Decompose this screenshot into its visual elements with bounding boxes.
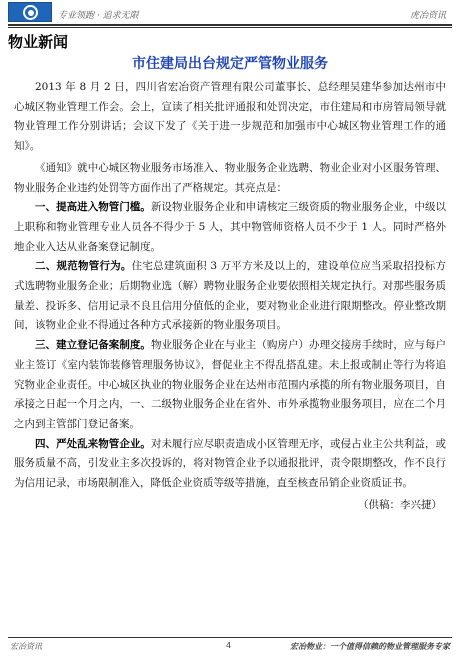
- header-divider-thin: [8, 27, 452, 28]
- page-number: 4: [226, 641, 232, 650]
- footer-publication: 宏冶资讯: [10, 642, 42, 651]
- article-paragraph: 一、提高进入物管门槛。新设物业服务企业和申请核定三级资质的物业服务企业，中级以上职称和物业管理专业人员各不得少于 5 人，其中物管师资格人员不少于 1 人。同时严格外地企业入达从业备案登记制度。: [14, 201, 447, 253]
- article-paragraph: 二、规范物管行为。住宅总建筑面积 3 万平方米及以上的，建设单位应当采取招投标方式选聘物业服务企业；后期物业选（解）聘物业服务企业要依照相关规定执行。对那些服务质量差、投诉多、信用记录不良且信用分值低的企业，要对物业企业进行限期整改。停业整改期间，该物业企业不得通过各种方式承接新的物业服务项目。: [14, 260, 447, 332]
- company-logo: [8, 2, 52, 22]
- footer-slogan: 宏冶物业：一个值得信赖的物业管理服务专家: [290, 642, 450, 651]
- logo-emblem-icon: [23, 5, 38, 20]
- header-divider: [8, 24, 452, 26]
- point-heading: 四、严处乱来物管企业。: [35, 437, 151, 450]
- article-source: （供稿：李兴捷）: [358, 498, 442, 511]
- section-label: 物业新闻: [8, 33, 69, 51]
- header-tagline: 专业领跑 · 追求无限: [58, 11, 139, 21]
- point-heading: 三、建立登记备案制度。: [35, 339, 151, 352]
- page-header: [0, 0, 460, 26]
- article-title: 市住建局出台规定严管物业服务: [132, 56, 328, 72]
- article-body: [14, 78, 446, 515]
- article-paragraph: 2013 年 8 月 2 日，四川省宏冶资产管理有限公司董事长、总经理吴建华参加达州市中心城区物业管理工作会。会上，宣读了相关批评通报和处罚决定，市住建局和市房管局领导就物业管理工作分别讲话；会议下发了《关于进一步规范和加强市中心城区物业管理工作的通知》。: [14, 81, 446, 153]
- point-heading: 一、提高进入物管门槛。: [35, 201, 151, 214]
- article-paragraph: 《通知》就中心城区物业服务市场准入、物业服务企业选聘、物业企业对小区服务管理、物业服务企业违约处罚等方面作出了严格规定。其亮点是：: [14, 161, 446, 194]
- point-heading: 二、规范物管行为。: [35, 260, 132, 273]
- footer-divider: [8, 637, 452, 638]
- article-paragraph: 三、建立登记备案制度。物业服务企业在与业主（购房户）办理交接房手续时，应与每户业主签订《室内装饰装修管理服务协议》，督促业主不得乱搭乱建。未上报或制止等行为将追究物业企业责任。中心城区执业的物业服务企业在达州市范围内承揽的所有物业服务项目，自承接之日起一个月之内，一、二级物业服务企业在省外、市外承揽物业服务项目，应在二个月之内到主管部门登记备案。: [14, 339, 447, 430]
- article-paragraph: 四、严处乱来物管企业。对未履行应尽职责造成小区管理无序，或侵占业主公共利益，或服务质量不高，引发业主多次投诉的，将对物管企业予以通报批评，责令限期整改，作不良行为信用记录，市场限制准入，降低企业资质等级等措施，直至核查吊销企业资质证书。: [14, 437, 447, 490]
- header-publication: 虎冶资讯: [409, 11, 446, 21]
